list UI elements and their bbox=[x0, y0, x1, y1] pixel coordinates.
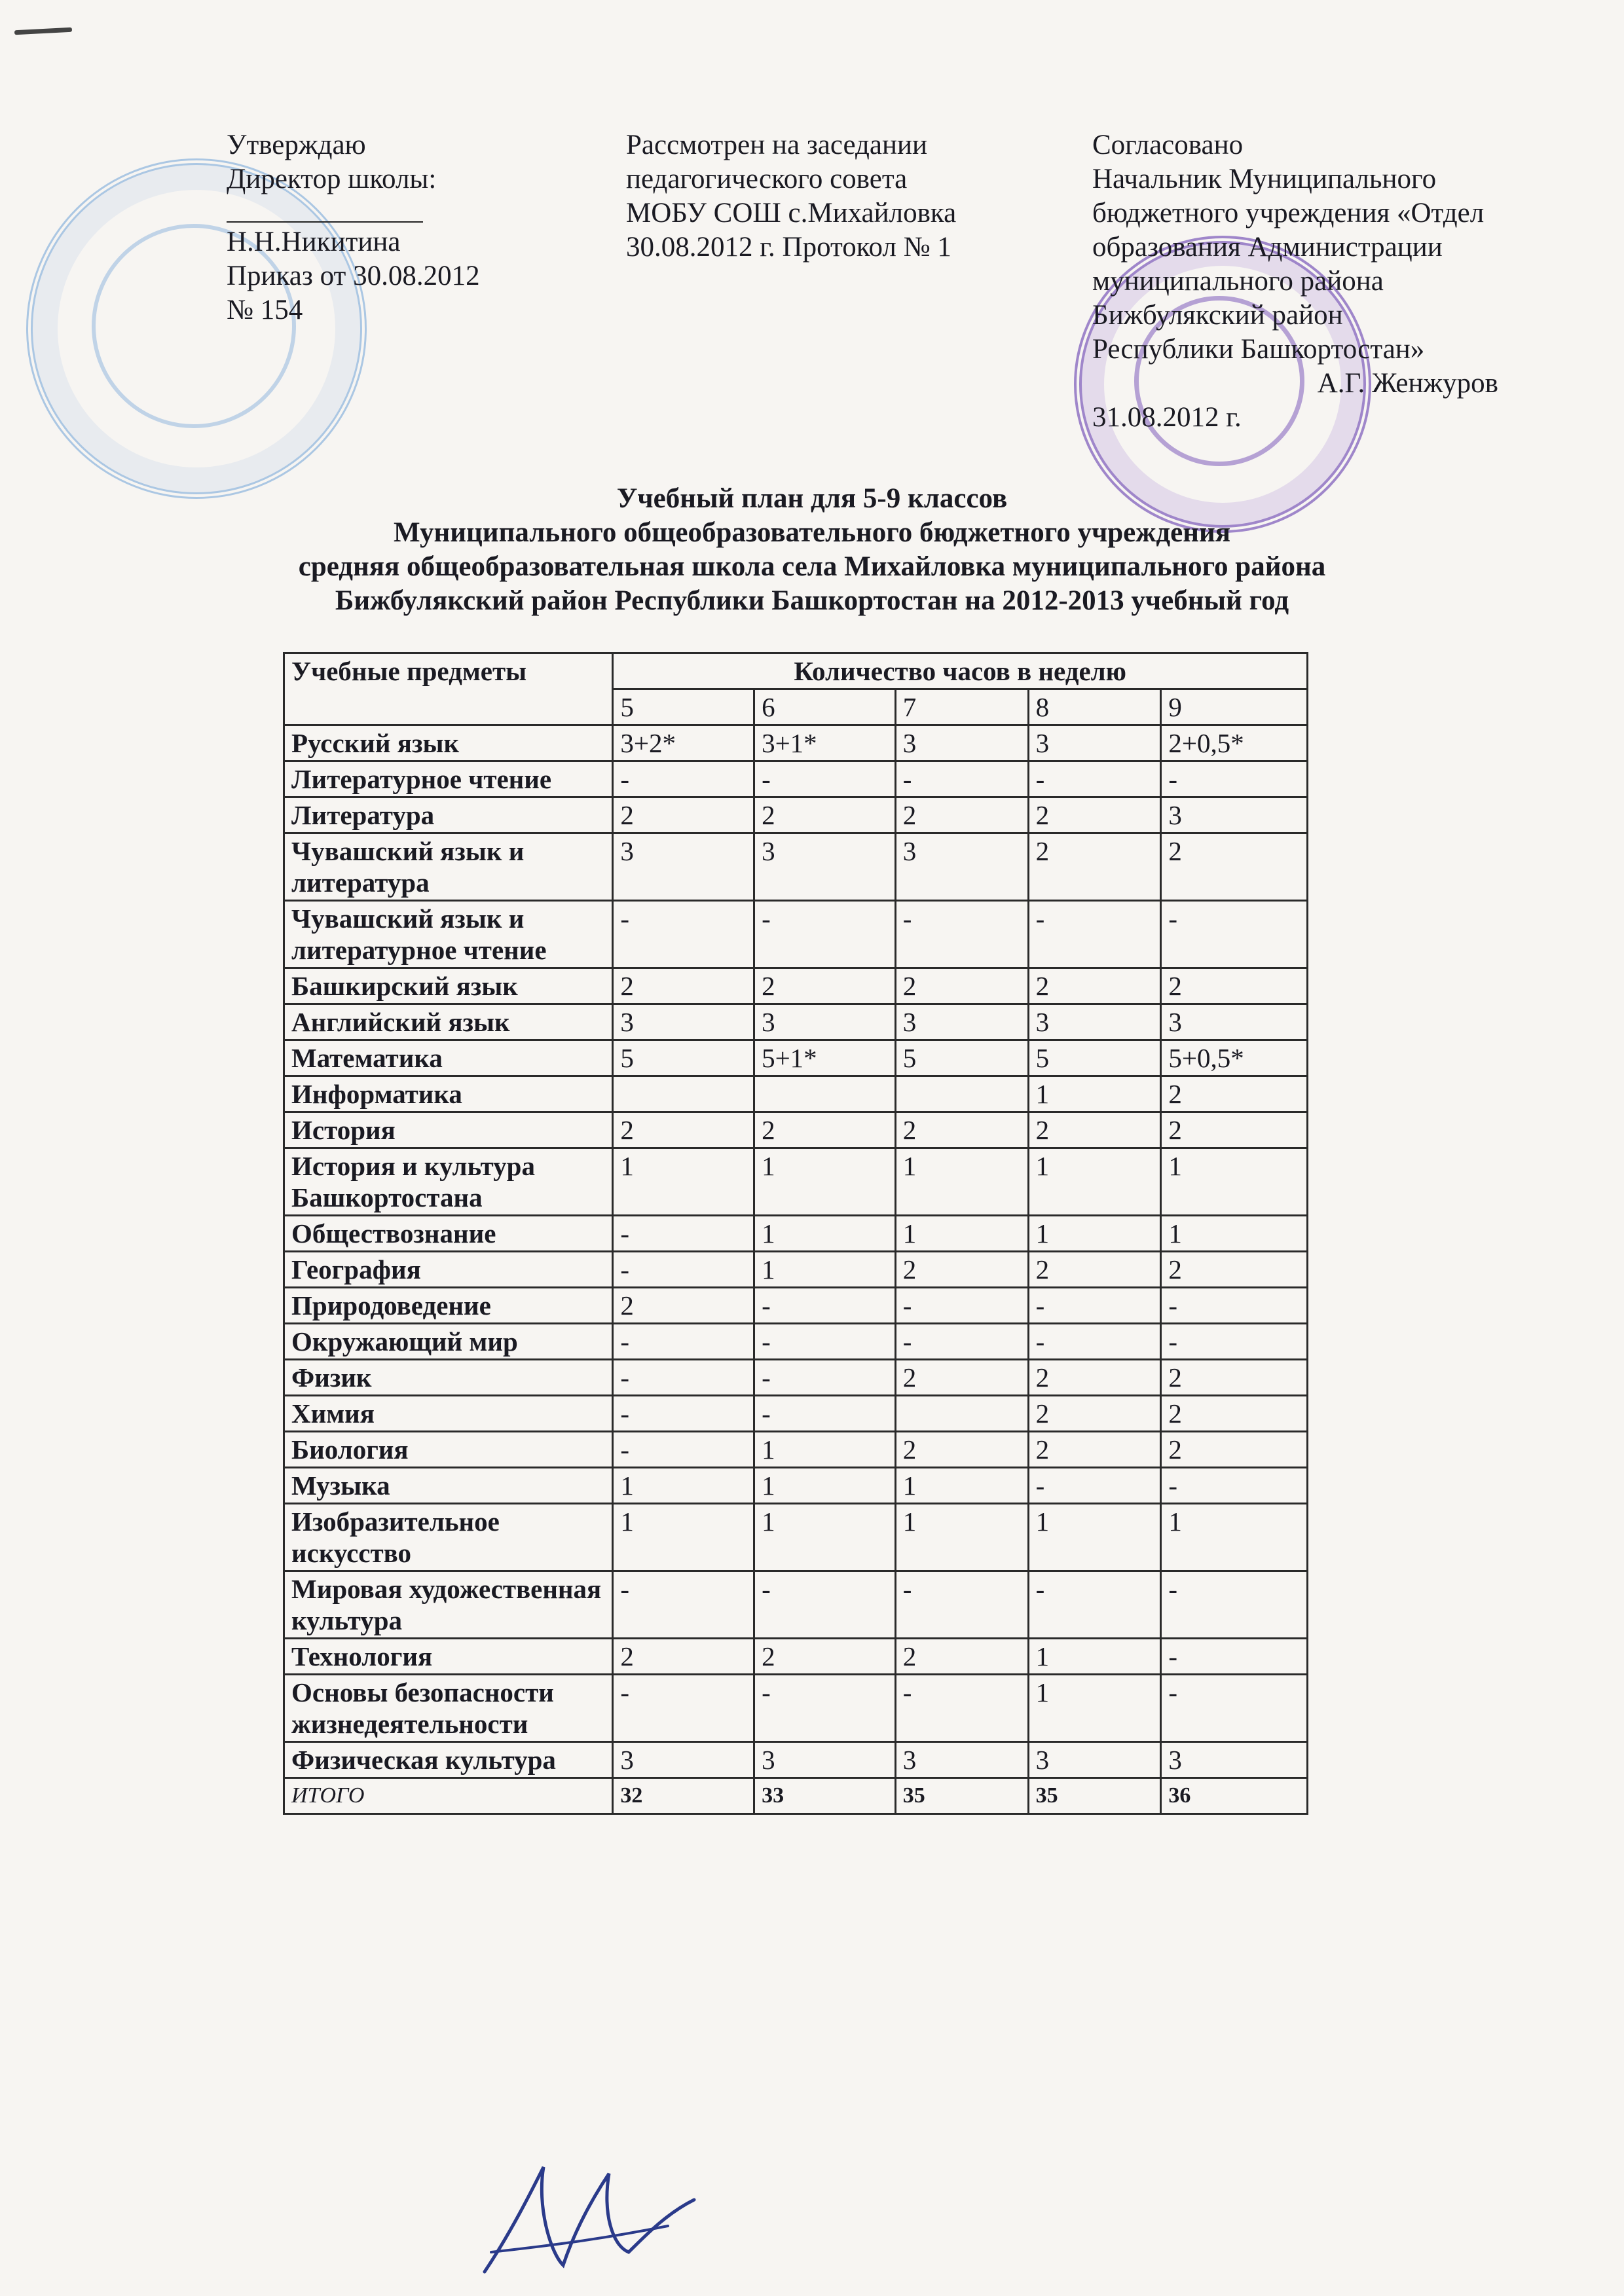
hours-cell: 3+2* bbox=[613, 725, 754, 761]
approval-block bbox=[227, 128, 480, 327]
hours-cell: 3 bbox=[1028, 1742, 1161, 1778]
hours-cell: 2 bbox=[754, 797, 896, 833]
director-signature-line bbox=[227, 196, 423, 223]
hours-cell: - bbox=[895, 1571, 1028, 1639]
subject-cell: Окружающий мир bbox=[284, 1324, 613, 1360]
table-row bbox=[284, 968, 1308, 1004]
hours-cell: 2 bbox=[895, 1252, 1028, 1288]
table-row bbox=[284, 1571, 1308, 1639]
hours-cell: 2 bbox=[895, 1112, 1028, 1148]
hours-cell: 5 bbox=[895, 1040, 1028, 1076]
subject-cell: Технология bbox=[284, 1639, 613, 1675]
title-line-3: Бижбулякский район Республики Башкортостан на 2012-2013 учебный год bbox=[335, 585, 1289, 616]
hours-cell: 2 bbox=[1028, 1112, 1161, 1148]
document-title bbox=[0, 482, 1624, 618]
scan-edge-mark bbox=[14, 27, 72, 35]
hours-cell: - bbox=[1161, 1639, 1308, 1675]
hours-cell: 1 bbox=[1028, 1216, 1161, 1252]
hours-cell: 2 bbox=[613, 1639, 754, 1675]
hours-cell: 1 bbox=[895, 1148, 1028, 1216]
hours-cell: 3 bbox=[754, 1742, 896, 1778]
table-row bbox=[284, 833, 1308, 901]
reviewed-line-2: МОБУ СОШ с.Михайловка bbox=[626, 198, 957, 228]
subject-cell: Литературное чтение bbox=[284, 761, 613, 797]
hours-cell: - bbox=[754, 901, 896, 968]
subject-cell: Обществознание bbox=[284, 1216, 613, 1252]
hours-cell: 3 bbox=[613, 833, 754, 901]
hours-cell: 5 bbox=[1028, 1040, 1161, 1076]
table-row bbox=[284, 797, 1308, 833]
table-header-row bbox=[284, 653, 1308, 689]
grade-header: 5 bbox=[613, 689, 754, 725]
hours-cell: 1 bbox=[1028, 1675, 1161, 1742]
hours-cell: 5+0,5* bbox=[1161, 1040, 1308, 1076]
hours-cell: - bbox=[754, 1675, 896, 1742]
hours-cell: 2 bbox=[1161, 1252, 1308, 1288]
hours-cell: 1 bbox=[613, 1148, 754, 1216]
table-row bbox=[284, 1360, 1308, 1396]
table-row bbox=[284, 1148, 1308, 1216]
hours-cell: - bbox=[1161, 1675, 1308, 1742]
hours-cell: 2 bbox=[1161, 833, 1308, 901]
table-row bbox=[284, 1396, 1308, 1432]
hours-cell: 2 bbox=[1161, 1360, 1308, 1396]
hours-cell: 3+1* bbox=[754, 725, 896, 761]
hours-header: Количество часов в неделю bbox=[613, 653, 1308, 689]
subject-cell: Физик bbox=[284, 1360, 613, 1396]
hours-cell: - bbox=[613, 901, 754, 968]
agreed-line-1: Начальник Муниципального bbox=[1092, 164, 1437, 194]
hours-cell: 1 bbox=[613, 1504, 754, 1571]
hours-cell: 2 bbox=[1161, 1432, 1308, 1468]
hours-cell: 3 bbox=[895, 1742, 1028, 1778]
hours-cell: 2 bbox=[1028, 1432, 1161, 1468]
approve-line-3: Н.Н.Никитина bbox=[227, 227, 401, 257]
hours-cell: - bbox=[754, 1288, 896, 1324]
hours-cell: 1 bbox=[754, 1468, 896, 1504]
table-row bbox=[284, 901, 1308, 968]
approve-line-0: Утверждаю bbox=[227, 130, 366, 160]
hours-cell: 2 bbox=[613, 1288, 754, 1324]
hours-cell: 3 bbox=[1161, 1004, 1308, 1040]
hours-cell: 3 bbox=[895, 833, 1028, 901]
table-row bbox=[284, 1432, 1308, 1468]
hours-cell: - bbox=[1161, 1324, 1308, 1360]
hours-cell: 3 bbox=[1161, 1742, 1308, 1778]
hours-cell: 2 bbox=[1028, 968, 1161, 1004]
hours-cell: 3 bbox=[754, 1004, 896, 1040]
subject-cell: Чувашский язык и литературное чтение bbox=[284, 901, 613, 968]
hours-cell: 1 bbox=[1028, 1076, 1161, 1112]
subject-cell: Биология bbox=[284, 1432, 613, 1468]
total-cell: 32 bbox=[613, 1778, 754, 1814]
table-row bbox=[284, 1639, 1308, 1675]
hours-cell: - bbox=[754, 1324, 896, 1360]
subject-cell: Чувашский язык и литература bbox=[284, 833, 613, 901]
approve-line-1: Директор школы: bbox=[227, 164, 437, 194]
hours-cell: - bbox=[895, 1675, 1028, 1742]
agreed-line-6: Республики Башкортостан» bbox=[1092, 334, 1425, 365]
title-line-1: Муниципального общеобразовательного бюджетного учреждения bbox=[393, 517, 1231, 548]
total-label: ИТОГО bbox=[284, 1778, 613, 1814]
table-row bbox=[284, 1504, 1308, 1571]
agreement-block bbox=[1092, 128, 1498, 435]
hours-cell: - bbox=[895, 761, 1028, 797]
subject-cell: Физическая культура bbox=[284, 1742, 613, 1778]
hours-cell: 3 bbox=[1161, 797, 1308, 833]
title-line-0: Учебный план для 5-9 классов bbox=[616, 483, 1008, 514]
hours-cell: - bbox=[1161, 901, 1308, 968]
total-cell: 35 bbox=[895, 1778, 1028, 1814]
hours-cell: 2 bbox=[895, 1432, 1028, 1468]
table-row bbox=[284, 1252, 1308, 1288]
table-row bbox=[284, 1742, 1308, 1778]
hours-cell: 1 bbox=[754, 1148, 896, 1216]
total-cell: 36 bbox=[1161, 1778, 1308, 1814]
hours-cell: 2 bbox=[1028, 1252, 1161, 1288]
hours-cell: 3 bbox=[754, 833, 896, 901]
hours-cell: - bbox=[1028, 901, 1161, 968]
hours-cell: 1 bbox=[1161, 1148, 1308, 1216]
hours-cell: 1 bbox=[1161, 1216, 1308, 1252]
table-row bbox=[284, 1004, 1308, 1040]
hours-cell: - bbox=[754, 761, 896, 797]
hours-cell: 2 bbox=[613, 1112, 754, 1148]
table-row bbox=[284, 1468, 1308, 1504]
agreed-line-4: муниципального района bbox=[1092, 266, 1384, 297]
hours-cell: 3 bbox=[1028, 725, 1161, 761]
hours-cell: 2 bbox=[1161, 1076, 1308, 1112]
agreed-line-2: бюджетного учреждения «Отдел bbox=[1092, 198, 1485, 228]
grade-header: 8 bbox=[1028, 689, 1161, 725]
agreed-line-3: образования Администрации bbox=[1092, 232, 1443, 263]
hours-cell: 2 bbox=[1028, 833, 1161, 901]
hours-cell: 3 bbox=[613, 1742, 754, 1778]
subjects-header: Учебные предметы bbox=[284, 653, 613, 725]
table-row bbox=[284, 1040, 1308, 1076]
reviewed-line-1: педагогического совета bbox=[626, 164, 908, 194]
hours-cell: - bbox=[1028, 761, 1161, 797]
approve-line-4: Приказ от 30.08.2012 bbox=[227, 261, 480, 291]
hours-cell: 1 bbox=[754, 1432, 896, 1468]
hours-cell: - bbox=[1028, 1571, 1161, 1639]
hours-cell: 1 bbox=[895, 1468, 1028, 1504]
hours-cell: - bbox=[613, 1571, 754, 1639]
hours-cell: 3 bbox=[895, 725, 1028, 761]
hours-cell: - bbox=[613, 1324, 754, 1360]
hours-cell: - bbox=[613, 761, 754, 797]
hours-cell: 2 bbox=[1028, 1360, 1161, 1396]
subject-cell: Химия bbox=[284, 1396, 613, 1432]
approve-line-5: № 154 bbox=[227, 295, 303, 325]
hours-cell: - bbox=[1028, 1288, 1161, 1324]
hours-cell: - bbox=[1028, 1468, 1161, 1504]
hours-cell: 2 bbox=[613, 797, 754, 833]
table-row bbox=[284, 1675, 1308, 1742]
hours-cell: - bbox=[613, 1675, 754, 1742]
agreed-line-7: А.Г. Женжуров bbox=[1317, 368, 1498, 399]
agreed-line-0: Согласовано bbox=[1092, 130, 1244, 160]
grade-header: 9 bbox=[1161, 689, 1308, 725]
reviewed-line-0: Рассмотрен на заседании bbox=[626, 130, 928, 160]
hours-cell: - bbox=[613, 1216, 754, 1252]
hours-cell: 3 bbox=[1028, 1004, 1161, 1040]
table-row bbox=[284, 1288, 1308, 1324]
subject-cell: История и культура Башкортостана bbox=[284, 1148, 613, 1216]
hours-cell: - bbox=[613, 1396, 754, 1432]
grade-header: 6 bbox=[754, 689, 896, 725]
subject-cell: География bbox=[284, 1252, 613, 1288]
hours-cell: - bbox=[613, 1360, 754, 1396]
hours-cell bbox=[895, 1396, 1028, 1432]
hours-cell: - bbox=[754, 1396, 896, 1432]
hours-cell: 2 bbox=[895, 797, 1028, 833]
title-line-2: средняя общеобразовательная школа села Михайловка муниципального района bbox=[298, 551, 1326, 582]
total-cell: 33 bbox=[754, 1778, 896, 1814]
hours-cell: 2+0,5* bbox=[1161, 725, 1308, 761]
hours-cell: 2 bbox=[1161, 1112, 1308, 1148]
hours-cell: 1 bbox=[1028, 1504, 1161, 1571]
hours-cell: 1 bbox=[754, 1504, 896, 1571]
total-row bbox=[284, 1778, 1308, 1814]
hours-cell: 1 bbox=[613, 1468, 754, 1504]
hours-cell: 2 bbox=[754, 968, 896, 1004]
table-row bbox=[284, 1076, 1308, 1112]
hours-cell: 2 bbox=[613, 968, 754, 1004]
hours-cell: - bbox=[895, 1288, 1028, 1324]
hours-cell: 2 bbox=[754, 1639, 896, 1675]
subject-cell: Природоведение bbox=[284, 1288, 613, 1324]
table-row bbox=[284, 1112, 1308, 1148]
hours-cell: - bbox=[613, 1252, 754, 1288]
hours-cell: 1 bbox=[895, 1504, 1028, 1571]
table-row bbox=[284, 725, 1308, 761]
table-row bbox=[284, 1324, 1308, 1360]
hours-cell: 2 bbox=[1161, 1396, 1308, 1432]
table-row bbox=[284, 761, 1308, 797]
hours-cell: 2 bbox=[895, 1360, 1028, 1396]
hours-cell: 5+1* bbox=[754, 1040, 896, 1076]
hours-cell: 2 bbox=[754, 1112, 896, 1148]
hours-cell: 1 bbox=[754, 1252, 896, 1288]
subject-cell: Башкирский язык bbox=[284, 968, 613, 1004]
hours-cell: 3 bbox=[613, 1004, 754, 1040]
hours-cell: - bbox=[1161, 1288, 1308, 1324]
subject-cell: Английский язык bbox=[284, 1004, 613, 1040]
hours-cell: - bbox=[754, 1360, 896, 1396]
review-block bbox=[626, 128, 956, 264]
hours-cell: 5 bbox=[613, 1040, 754, 1076]
hours-cell: - bbox=[613, 1432, 754, 1468]
hours-cell bbox=[754, 1076, 896, 1112]
hours-cell: 2 bbox=[1028, 797, 1161, 833]
handwritten-signature bbox=[471, 2154, 707, 2285]
subject-cell: Литература bbox=[284, 797, 613, 833]
curriculum-table bbox=[283, 652, 1308, 1815]
hours-cell bbox=[895, 1076, 1028, 1112]
hours-cell: 1 bbox=[754, 1216, 896, 1252]
hours-cell: 2 bbox=[895, 968, 1028, 1004]
hours-cell: - bbox=[1161, 761, 1308, 797]
subject-cell: Изобразительное искусство bbox=[284, 1504, 613, 1571]
agreed-line-5: Бижбулякский район bbox=[1092, 300, 1343, 331]
hours-cell: 2 bbox=[1028, 1396, 1161, 1432]
subject-cell: Основы безопасности жизнедеятельности bbox=[284, 1675, 613, 1742]
hours-cell: 1 bbox=[1161, 1504, 1308, 1571]
grade-header: 7 bbox=[895, 689, 1028, 725]
hours-cell: 2 bbox=[1161, 968, 1308, 1004]
hours-cell: - bbox=[754, 1571, 896, 1639]
hours-cell: - bbox=[1028, 1324, 1161, 1360]
reviewed-line-3: 30.08.2012 г. Протокол № 1 bbox=[626, 232, 951, 263]
hours-cell bbox=[613, 1076, 754, 1112]
hours-cell: - bbox=[1161, 1571, 1308, 1639]
hours-cell: 2 bbox=[895, 1639, 1028, 1675]
agreed-line-8: 31.08.2012 г. bbox=[1092, 402, 1242, 433]
hours-cell: - bbox=[1161, 1468, 1308, 1504]
hours-cell: 1 bbox=[1028, 1639, 1161, 1675]
subject-cell: Математика bbox=[284, 1040, 613, 1076]
hours-cell: 3 bbox=[895, 1004, 1028, 1040]
hours-cell: 1 bbox=[895, 1216, 1028, 1252]
hours-cell: 1 bbox=[1028, 1148, 1161, 1216]
table-row bbox=[284, 1216, 1308, 1252]
subject-cell: Музыка bbox=[284, 1468, 613, 1504]
subject-cell: Мировая художественная культура bbox=[284, 1571, 613, 1639]
subject-cell: Информатика bbox=[284, 1076, 613, 1112]
hours-cell: - bbox=[895, 1324, 1028, 1360]
subject-cell: Русский язык bbox=[284, 725, 613, 761]
subject-cell: История bbox=[284, 1112, 613, 1148]
total-cell: 35 bbox=[1028, 1778, 1161, 1814]
hours-cell: - bbox=[895, 901, 1028, 968]
